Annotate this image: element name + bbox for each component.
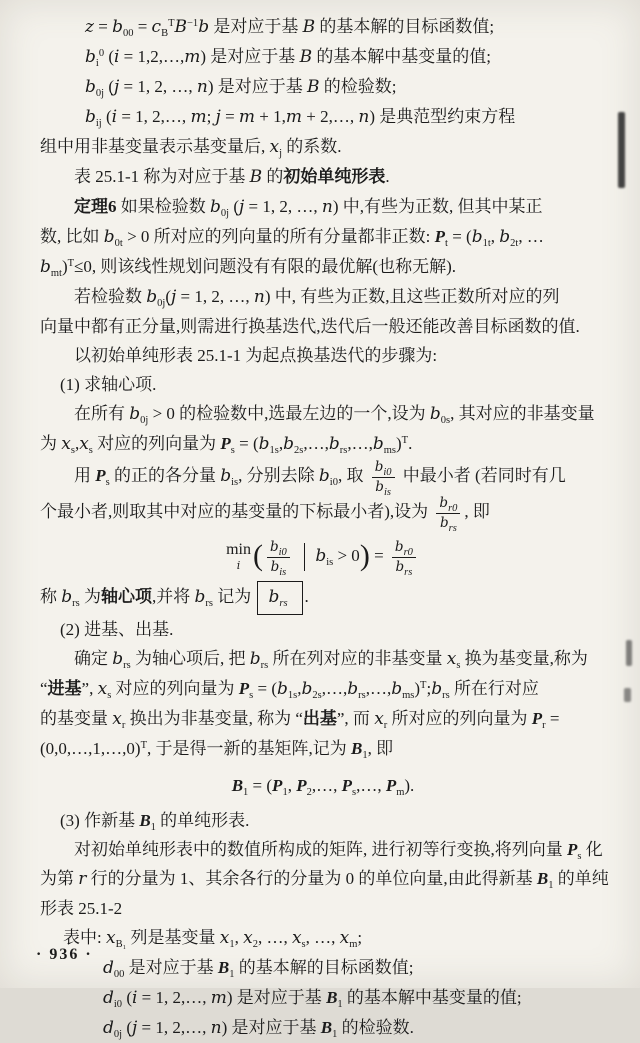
text-line-9: $b_{mt})^T\le 0$, 则该线性规划问题没有有限的最优解(也称无解). — [40, 257, 456, 279]
page-content — [40, 12, 609, 1043]
page-number: · 936 · — [36, 946, 93, 963]
new-basis-formula: $B_1 = (P_1$, $P_2,\dots$, $P_s,\dots$, $P_m$). — [231, 776, 415, 799]
text-line-29: 形表 25.1-2 — [40, 899, 123, 919]
text-line-2: $b_i^0$ (i = 1,2,…,m) 是对应于基 B 的基本解中基变量的值; — [85, 47, 492, 69]
text-line-21: 确定 $b_{rs}$ 为轴心项后, 把 $b_{rs}$ 所在列对应的非基变量 $x_s$ 换为基变量,称为 — [74, 649, 588, 672]
text-line-12: 以初始单纯形表 25.1-1 为起点换基迭代的步骤为: — [74, 346, 438, 365]
text-line-23: 的基变量 $x_r$ 换出为非基变量, 称为 “出基”, 而 $x_r$ 所对应的列向量为 $P_r$ = — [40, 709, 560, 732]
text-line-26: (3) 作新基 $B_1$ 的单纯形表. — [60, 811, 250, 834]
text-line-16: 用 $P_s$ 的正的各分量 $b_{is}$, 分别去除 $b_{i0}$, 取 $b_{i0}$ $b_{is}$ 中最小者 (若同时有几 — [74, 459, 566, 498]
text-line-7: 定理6 如果检验数 $b_{0j}$ (j = 1, 2, …, n) 中,有些为正数, 但其中某正 — [74, 197, 543, 219]
text-line-33: $d_{0j}$ (j = 1, 2,…, n) 是对应于基 $B_1$ 的检验数. — [103, 1018, 414, 1041]
text-line-30: 表中: $x_{B_1}$ 列是基变量 $x_1$, $x_2$, …, $x_s$, …, $x_m$; — [63, 928, 363, 951]
text-line-4: $b_{ij}$ (i = 1, 2,…, m; j = m + 1,m + 2,…, n) 是典范型约束方程 — [85, 107, 516, 129]
text-line-32: $d_{i0}$ (i = 1, 2,…, m) 是对应于基 $B_1$ 的基本解中基变量的值; — [103, 988, 522, 1011]
text-line-6: 表 25.1-1 称为对应于基 B 的初始单纯形表. — [74, 167, 390, 187]
text-line-20: (2) 进基、出基. — [60, 620, 174, 640]
pivot-min-formula: min i ( $b_{i0}$ $b_{is}$ $b_{is} > 0$) = $b_{r0}$ $b_{rs}$ — [40, 531, 606, 581]
text-line-24: (0,0,…,1,…,0)$^T$, 于是得一新的基矩阵,记为 $B_1$, 即 — [40, 739, 394, 762]
text-line-3: $b_{0j}$ (j = 1, 2, …, n) 是对应于基 B 的检验数; — [85, 77, 397, 99]
scan-artifact — [618, 112, 625, 188]
text-line-11: 向量中都有正分量,则需进行换基迭代,迭代后一般还能改善目标函数的值. — [40, 317, 580, 336]
text-line-28: 为第 r 行的分量为 1、其余各行的分量为 0 的单位向量,由此得新基 $B_1$ 的单纯 — [40, 869, 609, 892]
text-line-1: $z = b_{00} = c_B^TB^{-1}b$ 是对应于基 B 的基本解的目标函数值; — [85, 17, 495, 39]
text-line-14: 在所有 $b_{0j} > 0$ 的检验数中,选最左边的一个,设为 $b_{0s}$, 其对应的非基变量 — [74, 404, 595, 426]
text-line-31: $d_{00}$ 是对应于基 $B_1$ 的基本解的目标函数值; — [103, 958, 414, 981]
text-line-17: 个最小者,则取其中对应的基变量的下标最小者),设为 $b_{r0}$ $b_{rs}$ , 即 — [40, 495, 490, 534]
text-line-22: “进基”, $x_s$ 对应的列向量为 $P_s$ = $(b_{1s},b_{2s},\dots,b_{rs},\dots,b_{ms})^T;b_{rs}$ 所在行对应 — [40, 679, 539, 702]
text-line-8: 数, 比如 $b_{0t} > 0$ 所对应的列向量的所有分量都非正数: $P_t = (b_{1t}$, $b_{2t}$, … — [40, 227, 544, 249]
text-line-27: 对初始单纯形表中的数值所构成的矩阵, 进行初等行变换,将列向量 $P_s$ 化 — [74, 840, 603, 863]
scan-artifact — [626, 640, 632, 666]
text-line-10: 若检验数 $b_{0j}(j = 1$, 2, …, n) 中, 有些为正数,且这些正数所对应的列 — [74, 287, 560, 309]
text-line-19: 称 $b_{rs}$ 为轴心项,并将 $b_{rs}$ 记为 $b_{rs}$ . — [40, 581, 606, 615]
text-line-5: 组中用非基变量表示基变量后, $x_j$ 的系数. — [40, 137, 342, 159]
text-line-13: (1) 求轴心项. — [60, 375, 157, 394]
scan-artifact — [624, 688, 631, 702]
text-line-15: 为 $x_s,x_s$ 对应的列向量为 $P_s$ = $(b_{1s},b_{2s},\dots,b_{rs},\dots,b_{ms})^T$. — [40, 434, 413, 456]
